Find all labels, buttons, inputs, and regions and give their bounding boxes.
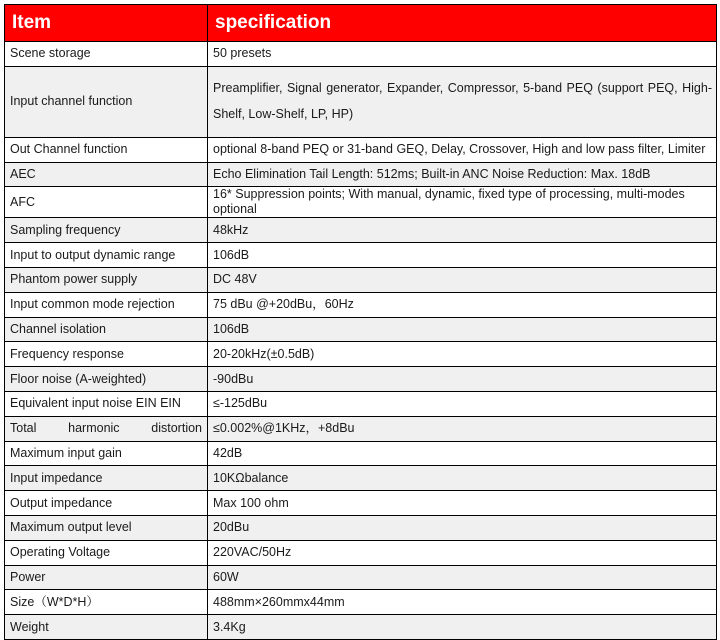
spec-cell: 3.4Kg xyxy=(208,615,717,640)
table-row xyxy=(5,391,717,416)
item-cell: Input common mode rejection xyxy=(5,292,208,317)
spec-cell: 75 dBu @+20dBu，60Hz xyxy=(208,292,717,317)
spec-cell: 48kHz xyxy=(208,218,717,243)
table-row xyxy=(5,267,717,292)
spec-cell: 106dB xyxy=(208,243,717,268)
table-row xyxy=(5,187,717,218)
spec-cell: 10KΩbalance xyxy=(208,466,717,491)
spec-table xyxy=(4,4,717,640)
item-cell: Phantom power supply xyxy=(5,267,208,292)
item-cell: Out Channel function xyxy=(5,137,208,162)
item-cell: Equivalent input noise EIN EIN xyxy=(5,391,208,416)
table-row xyxy=(5,466,717,491)
table-row xyxy=(5,317,717,342)
table-row xyxy=(5,565,717,590)
header-specification: specification xyxy=(208,5,717,42)
table-row xyxy=(5,243,717,268)
item-cell: Size（W*D*H） xyxy=(5,590,208,615)
spec-cell: 20-20kHz(±0.5dB) xyxy=(208,342,717,367)
spec-cell: Preamplifier, Signal generator, Expander, Compressor, 5-band PEQ (support PEQ, High-Shelf, Low-Shelf, LP, HP) xyxy=(208,66,717,137)
item-cell: Input impedance xyxy=(5,466,208,491)
table-row xyxy=(5,137,717,162)
spec-cell: ≤-125dBu xyxy=(208,391,717,416)
spec-cell: -90dBu xyxy=(208,367,717,392)
item-cell: Weight xyxy=(5,615,208,640)
item-cell: Power xyxy=(5,565,208,590)
item-cell: Maximum input gain xyxy=(5,441,208,466)
spec-cell: 50 presets xyxy=(208,42,717,67)
item-cell: Input channel function xyxy=(5,66,208,137)
table-row xyxy=(5,42,717,67)
spec-cell: 20dBu xyxy=(208,515,717,540)
spec-cell: 488mm×260mmx44mm xyxy=(208,590,717,615)
item-cell: Channel isolation xyxy=(5,317,208,342)
table-header xyxy=(5,5,717,42)
spec-cell: 60W xyxy=(208,565,717,590)
table-row xyxy=(5,491,717,516)
spec-cell: 16* Suppression points; With manual, dynamic, fixed type of processing, multi-modes optional xyxy=(208,187,717,218)
table-row xyxy=(5,416,717,441)
header-item: Item xyxy=(5,5,208,42)
spec-cell: optional 8-band PEQ or 31-band GEQ, Delay, Crossover, High and low pass filter, Limiter xyxy=(208,137,717,162)
spec-cell: DC 48V xyxy=(208,267,717,292)
spec-cell: Max 100 ohm xyxy=(208,491,717,516)
table-row xyxy=(5,515,717,540)
table-row xyxy=(5,441,717,466)
spec-cell: ≤0.002%@1KHz，+8dBu xyxy=(208,416,717,441)
table-body xyxy=(5,42,717,640)
item-cell: Total harmonic distortion xyxy=(5,416,208,441)
item-cell: AEC xyxy=(5,162,208,187)
table-row xyxy=(5,162,717,187)
table-row xyxy=(5,218,717,243)
item-cell: Scene storage xyxy=(5,42,208,67)
item-cell: Sampling frequency xyxy=(5,218,208,243)
item-cell: Output impedance xyxy=(5,491,208,516)
table-row xyxy=(5,615,717,640)
spec-cell: Echo Elimination Tail Length: 512ms; Built-in ANC Noise Reduction: Max. 18dB xyxy=(208,162,717,187)
spec-cell: 220VAC/50Hz xyxy=(208,540,717,565)
item-cell: Operating Voltage xyxy=(5,540,208,565)
spec-cell: 42dB xyxy=(208,441,717,466)
item-cell: Input to output dynamic range xyxy=(5,243,208,268)
table-row xyxy=(5,367,717,392)
header-row xyxy=(5,5,717,42)
table-row xyxy=(5,342,717,367)
item-cell: Frequency response xyxy=(5,342,208,367)
item-cell: Maximum output level xyxy=(5,515,208,540)
table-row xyxy=(5,66,717,137)
item-cell: AFC xyxy=(5,187,208,218)
table-row xyxy=(5,540,717,565)
table-row xyxy=(5,590,717,615)
item-cell: Floor noise (A-weighted) xyxy=(5,367,208,392)
table-row xyxy=(5,292,717,317)
spec-cell: 106dB xyxy=(208,317,717,342)
